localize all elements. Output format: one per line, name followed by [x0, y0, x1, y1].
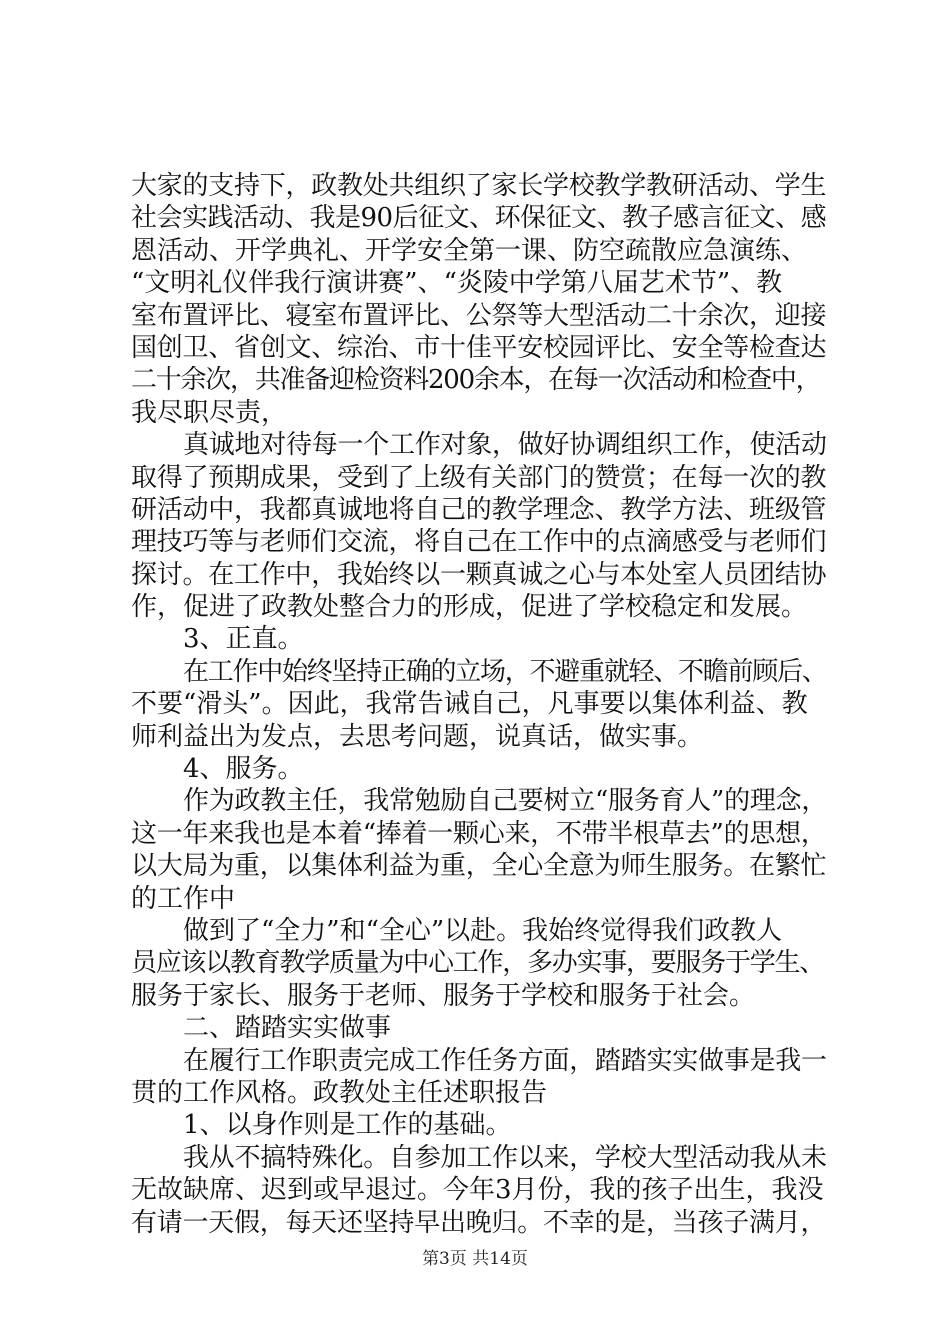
text-line: 社会实践活动、我是90后征文、环保征文、教子感言征文、感 [131, 203, 827, 234]
text-line: 不要“滑头”。因此，我常告诫自己，凡事要以集体利益、教 [131, 689, 808, 720]
text-line: 恩活动、开学典礼、开学安全第一课、防空疏散应急演练、 [131, 235, 808, 266]
text-line: 无故缺席、迟到或早退过。今年3月份，我的孩子出生，我没 [131, 1175, 824, 1206]
text-line: 有请一天假，每天还坚持早出晚归。不幸的是，当孩子满月， [131, 1207, 827, 1238]
text-line: 国创卫、省创文、综治、市十佳平安校园评比、安全等检查达 [131, 332, 827, 363]
text-line: 我尽职尽责， [131, 397, 288, 428]
text-line: 真诚地对待每一个工作对象，做好协调组织工作，使活动 [183, 430, 827, 461]
text-line: 的工作中 [131, 883, 236, 914]
text-line: 做到了“全力”和“全心”以赴。我始终觉得我们政教人 [183, 915, 783, 946]
text-line: 二十余次，共准备迎检资料200余本，在每一次活动和检查中， [131, 365, 821, 396]
text-line: 4、服务。 [183, 754, 304, 785]
text-line: 在履行工作职责完成工作任务方面，踏踏实实做事是我一 [183, 1045, 827, 1076]
text-line: 作，促进了政教处整合力的形成，促进了学校稳定和发展。 [131, 592, 808, 623]
page-number-footer: 第3页 共14页 [422, 1249, 528, 1269]
text-line: 理技巧等与老师们交流，将自己在工作中的点滴感受与老师们 [131, 527, 827, 558]
text-line: 服务于家长、服务于老师、服务于学校和服务于社会。 [131, 980, 756, 1011]
text-line: 以大局为重，以集体利益为重，全心全意为师生服务。在繁忙 [131, 851, 827, 882]
text-line: 探讨。在工作中，我始终以一颗真诚之心与本处室人员团结协 [131, 559, 827, 590]
document-body [131, 170, 827, 1239]
text-line: 3、正直。 [183, 624, 304, 655]
text-line: 员应该以教育教学质量为中心工作，多办实事，要服务于学生、 [131, 948, 825, 979]
text-line: 这一年来我也是本着“捧着一颗心来，不带半根草去”的思想， [131, 818, 827, 849]
text-line: “文明礼仪伴我行演讲赛”、“炎陵中学第八届艺术节”、教 [131, 268, 783, 299]
text-line: 取得了预期成果，受到了上级有关部门的赞赏；在每一次的教 [131, 462, 827, 493]
text-line: 大家的支持下，政教处共组织了家长学校教学教研活动、学生 [131, 171, 827, 201]
text-line: 贯的工作风格。政教处主任述职报告 [131, 1077, 548, 1108]
text-line: 我从不搞特殊化。自参加工作以来，学校大型活动我从未 [183, 1142, 827, 1173]
text-line: 在工作中始终坚持正确的立场，不避重就轻、不瞻前顾后、 [183, 656, 827, 687]
text-line: 二、踏踏实实做事 [183, 1013, 392, 1044]
text-line: 作为政教主任，我常勉励自己要树立“服务育人”的理念， [183, 786, 828, 817]
text-line: 1、以身作则是工作的基础。 [183, 1110, 512, 1141]
text-line: 研活动中，我都真诚地将自己的教学理念、教学方法、班级管 [131, 494, 827, 525]
text-line: 师利益出为发点，去思考问题，说真话，做实事。 [131, 721, 704, 752]
text-line: 室布置评比、寝室布置评比、公祭等大型活动二十余次，迎接 [131, 300, 827, 331]
